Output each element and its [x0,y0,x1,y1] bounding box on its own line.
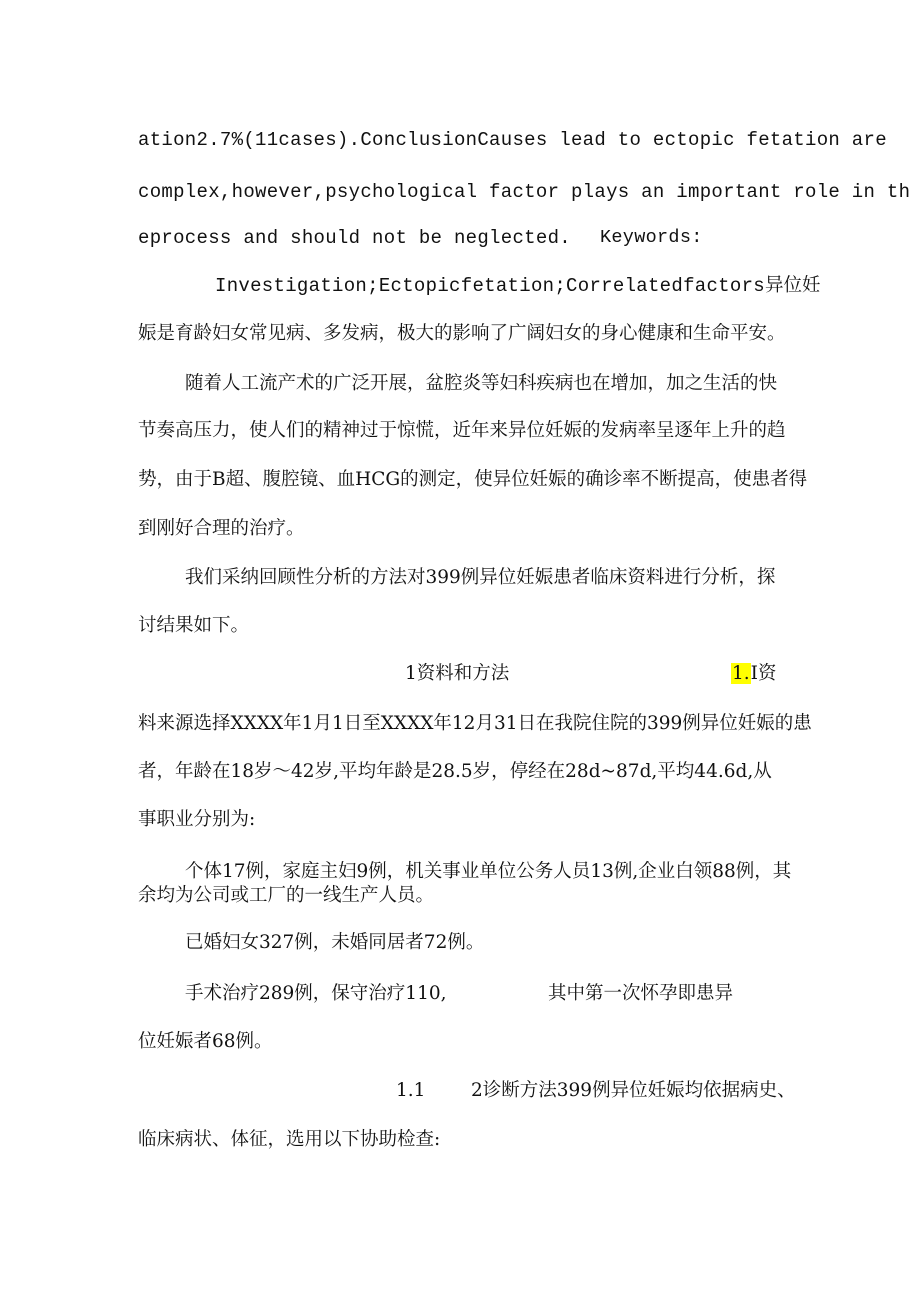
abstract-line-2: complex,however,psychological factor plays an important role in th [138,181,911,203]
highlight-mark: 1. [732,663,750,684]
treatment-line-2: 位妊娠者68例。 [138,1031,273,1052]
source-line-2: 者，年龄在18岁～42岁,平均年龄是28.5岁，停经在28d~87d,平均44.6d,从 [138,761,772,782]
keywords-text: Investigation;Ectopicfetation;Correlatedfactors [215,275,765,297]
abstract-line-3: eprocess and should not be neglected. [138,227,571,249]
intro-p3-line-2: 讨结果如下。 [138,615,250,636]
abstract-line-1: ation2.7%(11cases).ConclusionCauses lead to ectopic fetation are [138,129,887,151]
intro-p2-line-4: 到刚好合理的治疗。 [138,518,305,539]
subsection-title-start: I资 [750,663,777,684]
occupation-line-2: 余均为公司或工厂的一线生产人员。 [138,885,435,906]
diagnosis-line-2: 临床病状、体征，选用以下协助检查: [138,1129,441,1150]
intro-p1-start: 异位妊 [765,275,821,296]
source-line-1: 料来源选择XXXX年1月1日至XXXX年12月31日在我院住院的399例异位妊娠的患 [138,713,812,734]
section-heading: 1资料和方法 [405,663,510,684]
occupation-line-1: 个体17例，家庭主妇9例，机关事业单位公务人员13例,企业白领88例，其 [185,861,792,882]
treatment-line-a: 手术治疗289例，保守治疗110, [185,983,447,1004]
keywords-label: Keywords: [600,227,703,248]
intro-p3-line-1: 我们采纳回顾性分析的方法对399例异位妊娠患者临床资料进行分析，探 [185,567,776,588]
intro-p2-line-2: 节奏高压力，使人们的精神过于惊慌，近年来异位妊娠的发病率呈逐年上升的趋 [138,420,786,441]
subsection-number [731,662,776,686]
married-line: 已婚妇女327例，未婚同居者72例。 [185,932,485,953]
source-line-3: 事职业分别为: [138,809,256,830]
keywords-line [215,274,821,298]
diagnosis-number: 1.1 [396,1080,426,1101]
intro-p1-line-2: 娠是育龄妇女常见病、多发病，极大的影响了广阔妇女的身心健康和生命平安。 [138,323,786,344]
diagnosis-line-1: 2诊断方法399例异位妊娠均依据病史、 [471,1080,796,1101]
treatment-line-b: 其中第一次怀孕即患异 [548,983,734,1004]
intro-p2-line-1: 随着人工流产术的广泛开展，盆腔炎等妇科疾病也在增加，加之生活的快 [185,373,778,394]
intro-p2-line-3: 势，由于B超、腹腔镜、血HCG的测定，使异位妊娠的确诊率不断提高，使患者得 [138,469,808,490]
